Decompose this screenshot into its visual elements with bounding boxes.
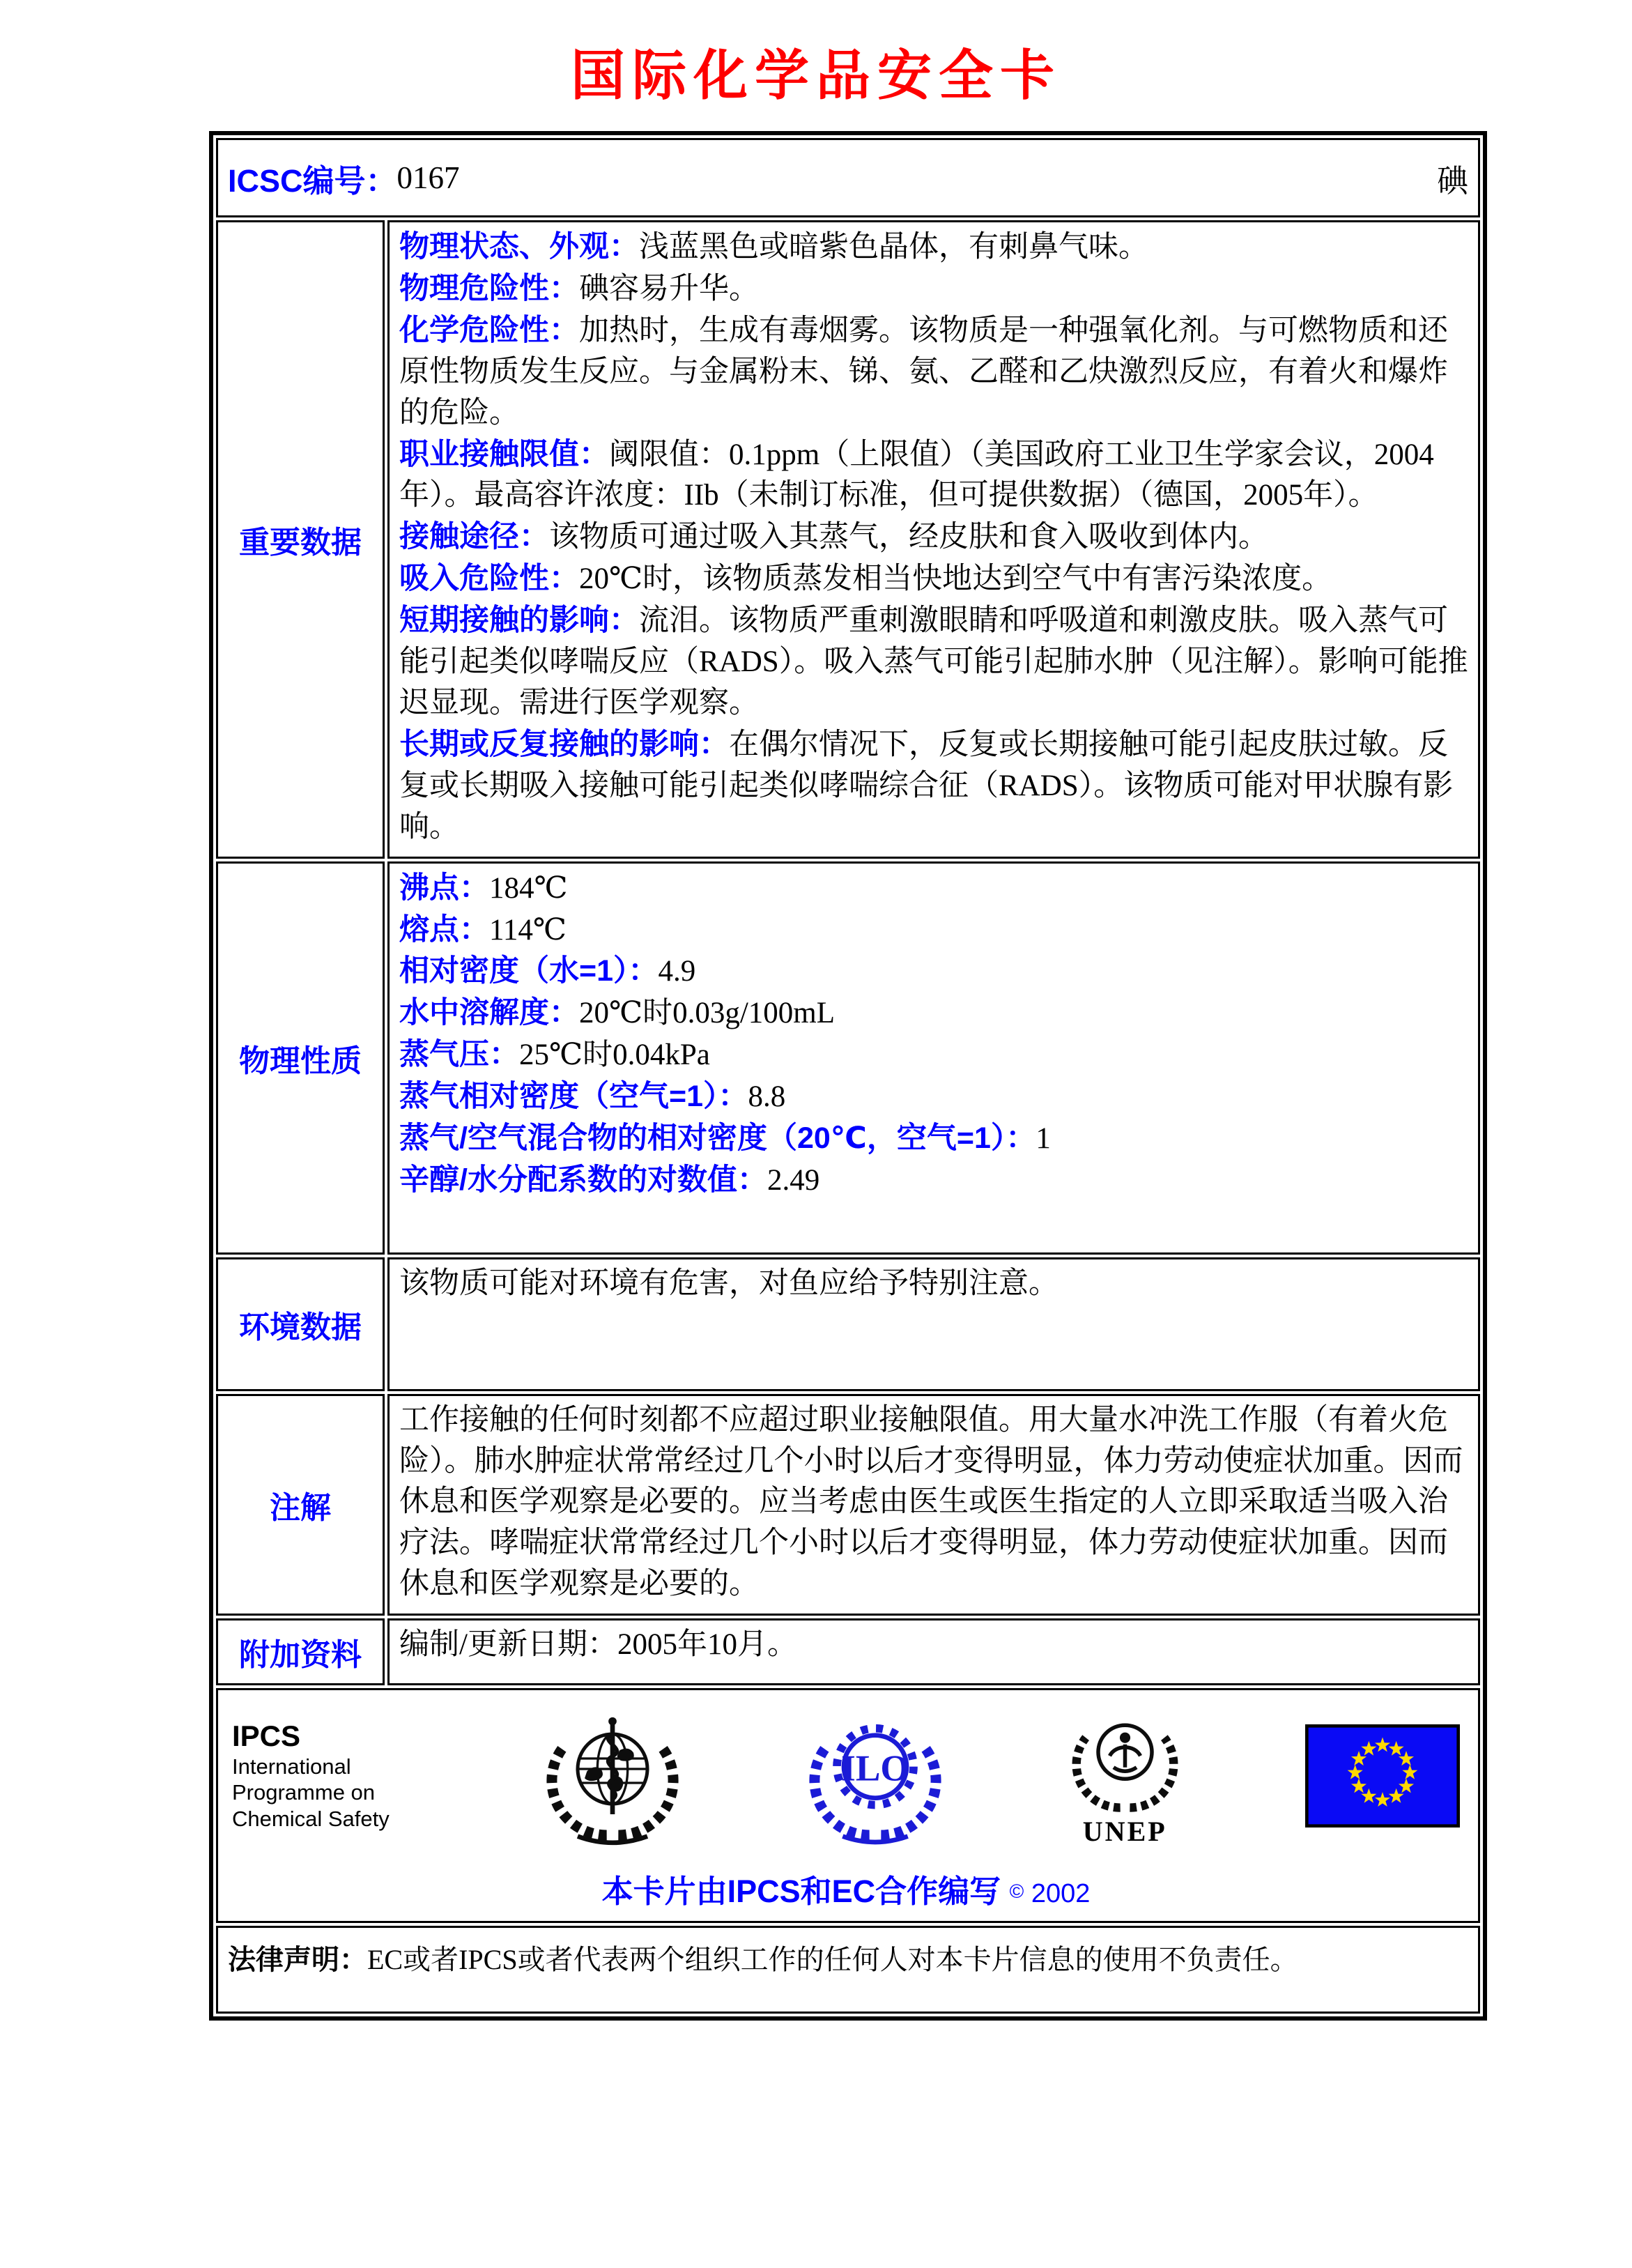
additional-info-row — [216, 1618, 1480, 1685]
notes-row — [216, 1394, 1480, 1616]
legal-cell — [216, 1926, 1480, 2014]
legal-text: EC或者IPCS或者代表两个组织工作的任何人对本卡片信息的使用不负责任。 — [367, 1944, 1298, 1976]
notes-content — [387, 1394, 1480, 1616]
section-label-environmental-data: 环境数据 — [216, 1257, 385, 1391]
environmental-data-content — [387, 1257, 1480, 1391]
data-item: 长期或反复接触的影响：在偶尔情况下，反复或长期接触可能引起皮肤过敏。反复或长期吸入接触可能引起类似哮喘综合征（RADS）。该物质可能对甲状腺有影响。 — [399, 727, 1454, 843]
data-item: 物理危险性：碘容易升华。 — [399, 271, 759, 305]
physical-property: 蒸气/空气混合物的相对密度（20℃，空气=1）：1 — [399, 1121, 1051, 1156]
data-item: 化学危险性：加热时，生成有毒烟雾。该物质是一种强氧化剂。与可燃物质和还原性物质发生反应。与金属粉末、锑、氨、乙醛和乙炔激烈反应，有着火和爆炸的危险。 — [399, 313, 1448, 429]
unep-logo-icon — [1068, 1704, 1183, 1819]
icsc-number-value: 0167 — [397, 160, 460, 195]
data-item: 接触途径：该物质可通过吸入其蒸气，经皮肤和食入吸收到体内。 — [399, 520, 1268, 554]
legal-label: 法律声明： — [228, 1945, 367, 1976]
physical-property: 熔点：114℃ — [399, 912, 567, 947]
svg-text:ILO: ILO — [840, 1747, 909, 1789]
page — [0, 32, 1632, 2021]
ipcs-text-block: IPCS International Programme on Chemical Safety — [232, 1719, 420, 1832]
data-item: 物理状态、外观：浅蓝黑色或暗紫色晶体，有刺鼻气味。 — [399, 230, 1148, 263]
copyright-year: 2002 — [1031, 1879, 1091, 1909]
physical-property: 相对密度（水=1）：4.9 — [399, 954, 696, 988]
section-label-additional-info: 附加资料 — [216, 1618, 385, 1685]
physical-property: 蒸气相对密度（空气=1）：8.8 — [399, 1080, 786, 1114]
important-data-row — [216, 220, 1480, 859]
unep-label: UNEP — [1082, 1816, 1167, 1848]
logos-cell — [216, 1688, 1480, 1923]
physical-property: 辛醇/水分配系数的对数值：2.49 — [399, 1163, 820, 1197]
important-data-content — [387, 220, 1480, 859]
credit-text: 本卡片由IPCS和EC合作编写 — [601, 1874, 1001, 1910]
substance-name: 碘 — [1436, 163, 1468, 199]
header-cell — [216, 138, 1480, 217]
additional-info-text: 编制/更新日期：2005年10月。 — [399, 1628, 797, 1662]
physical-property: 沸点：184℃ — [399, 871, 568, 905]
environmental-data-text: 该物质可能对环境有危害，对鱼应给予特别注意。 — [399, 1266, 1059, 1300]
additional-info-content — [387, 1618, 1480, 1685]
logos-row — [216, 1688, 1480, 1923]
physical-properties-content — [387, 861, 1480, 1255]
header-row — [216, 138, 1480, 217]
icsc-number-label: ICSC编号： — [228, 162, 397, 199]
legal-row — [216, 1926, 1480, 2014]
page-title: 国际化学品安全卡 — [570, 45, 1061, 106]
section-label-notes: 注解 — [216, 1394, 385, 1616]
notes-text: 工作接触的任何时刻都不应超过职业接触限值。用大量水冲洗工作服（有着火危险）。肺水肿症状常常经过几个小时以后才变得明显，体力劳动使症状加重。因而休息和医学观察是必要的。应当考虑由医生或医生指定的人立即采取适当吸入治疗法。哮喘症状常常经过几个小时以后才变得明显，体力劳动使症状加重。因而休息和医学观察是必要的。 — [399, 1403, 1463, 1601]
who-logo-icon — [543, 1706, 682, 1846]
eu-flag-icon — [1305, 1724, 1460, 1828]
physical-properties-row — [216, 861, 1480, 1255]
physical-property: 水中溶解度：20℃时0.03g/100mL — [399, 996, 836, 1030]
section-label-important-data: 重要数据 — [216, 220, 385, 859]
copyright-symbol: © — [1009, 1880, 1024, 1903]
credit-line — [232, 1866, 1460, 1911]
ilo-logo-icon — [806, 1706, 945, 1846]
data-item: 短期接触的影响：流泪。该物质严重刺激眼睛和呼吸道和刺激皮肤。吸入蒸气可能引起类似哮喘反应（RADS）。吸入蒸气可能引起肺水肿（见注解）。影响可能推迟显现。需进行医学观察。 — [399, 604, 1468, 719]
data-item: 吸入危险性：20℃时，该物质蒸发相当快地达到空气中有害污染浓度。 — [399, 562, 1332, 596]
data-item: 职业接触限值：阈限值：0.1ppm（上限值）（美国政府工业卫生学家会议，2004年）。最高容许浓度：IIb（未制订标准，但可提供数据）（德国，2005年）。 — [399, 437, 1434, 512]
unep-logo-block — [1068, 1704, 1183, 1848]
physical-property: 蒸气压：25℃时0.04kPa — [399, 1038, 710, 1072]
icsc-card — [209, 131, 1487, 2021]
environmental-data-row — [216, 1257, 1480, 1391]
section-label-physical-properties: 物理性质 — [216, 861, 385, 1255]
ipcs-acronym: IPCS — [232, 1719, 301, 1753]
